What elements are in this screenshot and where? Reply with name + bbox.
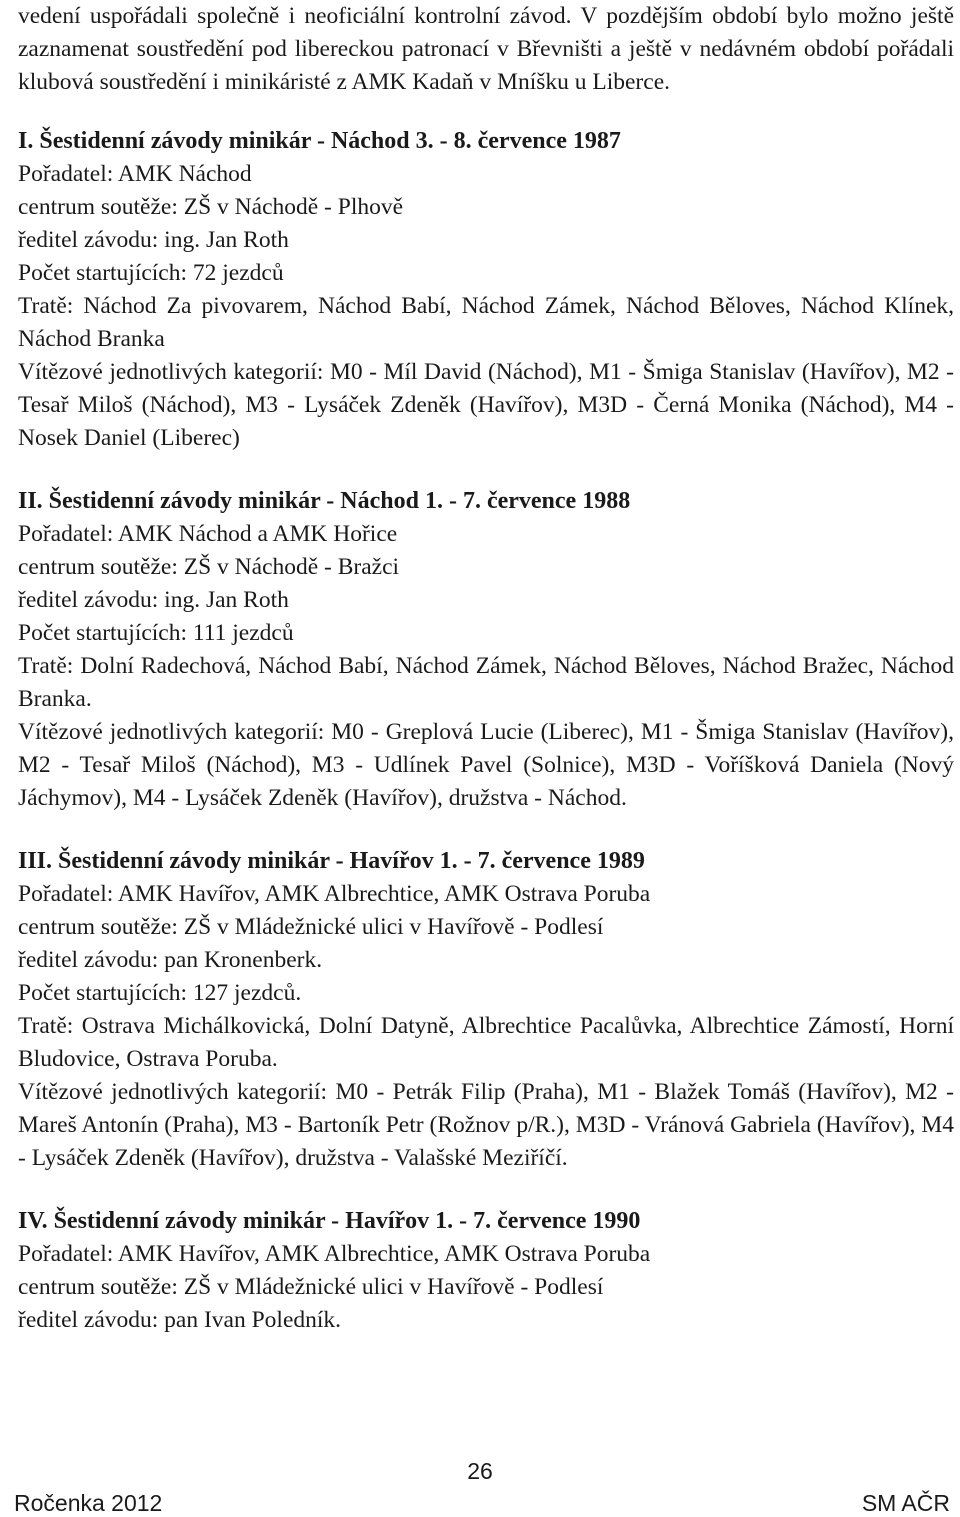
starters-line: Počet startujících: 72 jezdců (18, 260, 284, 286)
center-line: centrum soutěže: ZŠ v Náchodě - Bražci (18, 554, 400, 580)
tracks-line: Tratě: Náchod Za pivovarem, Náchod Babí, Náchod Zámek, Náchod Běloves, Náchod Klínek, Náchod Branka (18, 293, 954, 352)
page-footer (0, 1458, 960, 1517)
winners-line: Vítězové jednotlivých kategorií: M0 - Greplová Lucie (Liberec), M1 - Šmiga Stanislav (Havířov), M2 - Tesař Miloš (Náchod), M3 - Udlínek Pavel (Solnice), M3D - Voříšková Daniela (Nový Jáchymov), M4 - Lysáček Zdeněk (Havířov), družstva - Náchod. (18, 719, 954, 811)
organizer-line: Pořadatel: AMK Náchod a AMK Hořice (18, 521, 398, 547)
director-line: ředitel závodu: pan Ivan Poledník. (18, 1307, 342, 1333)
section-1988 (18, 485, 954, 815)
footer-publication: Ročenka 2012 (14, 1490, 163, 1516)
section-title: IV. Šestidenní závody minikár - Havířov 1. - 7. července 1990 (18, 1208, 641, 1234)
section-title: II. Šestidenní závody minikár - Náchod 1. - 7. července 1988 (18, 488, 631, 514)
director-line: ředitel závodu: ing. Jan Roth (18, 587, 289, 613)
director-line: ředitel závodu: pan Kronenberk. (18, 947, 323, 973)
document-page (18, 0, 954, 1337)
section-title: III. Šestidenní závody minikár - Havířov 1. - 7. července 1989 (18, 848, 645, 874)
starters-line: Počet startujících: 111 jezdců (18, 620, 294, 646)
section-1989 (18, 845, 954, 1175)
winners-line: Vítězové jednotlivých kategorií: M0 - Petrák Filip (Praha), M1 - Blažek Tomáš (Havířov), M2 - Mareš Antonín (Praha), M3 - Bartoník Petr (Rožnov p/R.), M3D - Vránová Gabriela (Havířov), M4 - Lysáček Zdeněk (Havířov), družstva - Valašské Meziříčí. (18, 1079, 954, 1171)
organizer-line: Pořadatel: AMK Havířov, AMK Albrechtice, AMK Ostrava Poruba (18, 881, 651, 907)
section-1990 (18, 1205, 954, 1337)
page-number: 26 (467, 1458, 493, 1484)
starters-line: Počet startujících: 127 jezdců. (18, 980, 302, 1006)
tracks-line: Tratě: Ostrava Michálkovická, Dolní Datyně, Albrechtice Pacalůvka, Albrechtice Zámostí, Horní Bludovice, Ostrava Poruba. (18, 1013, 954, 1072)
organizer-line: Pořadatel: AMK Havířov, AMK Albrechtice, AMK Ostrava Poruba (18, 1241, 651, 1267)
intro-paragraph: vedení uspořádali společně i neoficiální kontrolní závod. V pozdějším období bylo možno ještě zaznamenat soustředění pod libereckou patronací v Břevništi a ještě v nedávném období pořádali klubová soustředění i minikáristé z AMK Kadaň v Mníšku u Liberce. (18, 3, 954, 95)
center-line: centrum soutěže: ZŠ v Náchodě - Plhově (18, 194, 404, 220)
director-line: ředitel závodu: ing. Jan Roth (18, 227, 289, 253)
winners-line: Vítězové jednotlivých kategorií: M0 - Míl David (Náchod), M1 - Šmiga Stanislav (Havířov), M2 - Tesař Miloš (Náchod), M3 - Lysáček Zdeněk (Havířov), M3D - Černá Monika (Náchod), M4 - Nosek Daniel (Liberec) (18, 359, 954, 451)
section-title: I. Šestidenní závody minikár - Náchod 3. - 8. července 1987 (18, 128, 621, 154)
section-1987 (18, 125, 954, 455)
center-line: centrum soutěže: ZŠ v Mládežnické ulici v Havířově - Podlesí (18, 914, 604, 940)
footer-organization: SM AČR (861, 1490, 950, 1516)
center-line: centrum soutěže: ZŠ v Mládežnické ulici v Havířově - Podlesí (18, 1274, 604, 1300)
tracks-line: Tratě: Dolní Radechová, Náchod Babí, Náchod Zámek, Náchod Běloves, Náchod Bražec, Náchod Branka. (18, 653, 954, 712)
organizer-line: Pořadatel: AMK Náchod (18, 161, 252, 187)
